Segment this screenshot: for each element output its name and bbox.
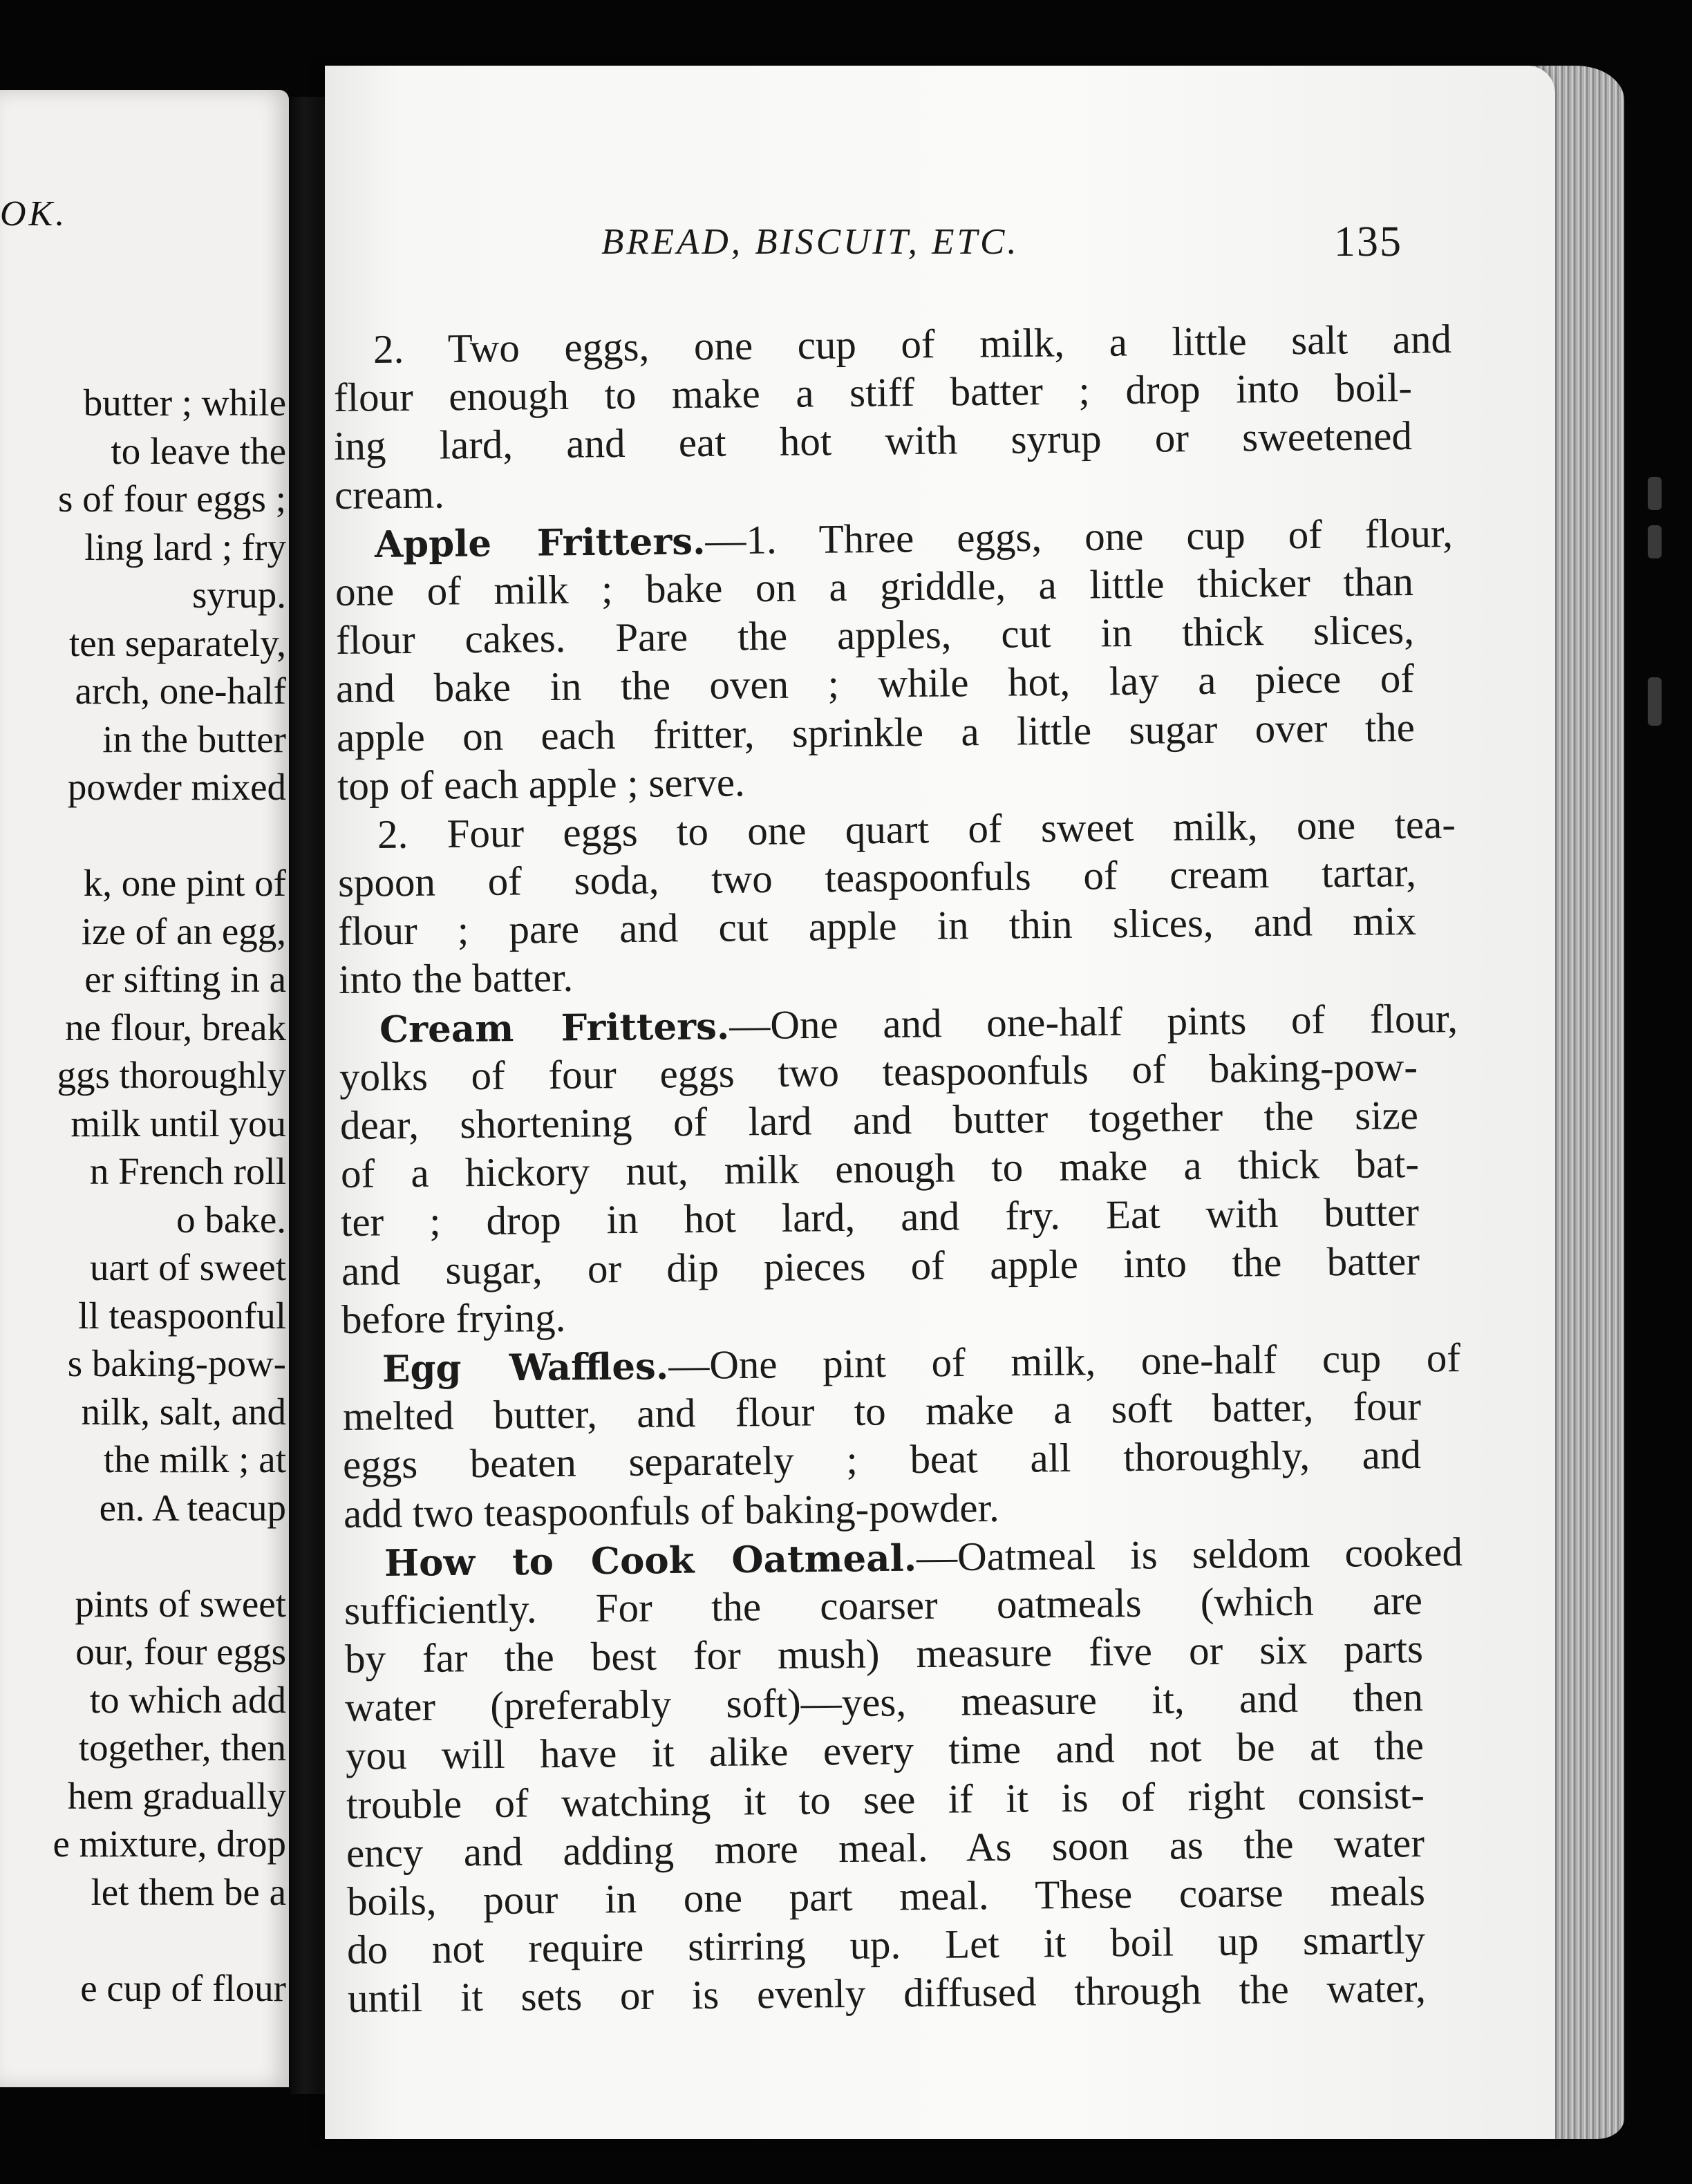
left-page: [0, 90, 289, 2087]
line-text: water (preferably soft)—yes, measure it, and then: [345, 1674, 1424, 1731]
recipe-heading: Apple Fritters.: [375, 520, 706, 566]
line-text: cream.: [334, 471, 445, 518]
left-page-line: [0, 1916, 286, 1964]
recipe-heading: How to Cook Oatmeal.: [384, 1536, 916, 1585]
left-page-line: k, one pint of: [83, 862, 286, 904]
left-page-line: our, four eggs: [75, 1630, 286, 1673]
line-text: melted butter, and flour to make a soft batter, four: [342, 1383, 1421, 1440]
line-text: by far the best for mush) measure five or six parts: [344, 1626, 1423, 1682]
line-text: before frying.: [341, 1294, 567, 1342]
line-text: 2. Two eggs, one cup of milk, a little salt and: [373, 316, 1452, 372]
left-page-line: pints of sweet: [75, 1582, 286, 1625]
line-text: —1. Three eggs, one cup of flour,: [705, 509, 1454, 563]
line-text: apple on each fritter, sprinkle a little sugar over the: [336, 704, 1416, 760]
left-page-line: ne flour, break: [64, 1006, 286, 1048]
line-text: ter ; drop in hot lard, and fry. Eat with butter: [340, 1189, 1420, 1245]
line-text: —Oatmeal is seldom cooked: [916, 1528, 1463, 1580]
running-head: BREAD, BISCUIT, ETC.: [601, 222, 1019, 262]
page-number: 135: [1334, 218, 1402, 265]
line-text: sufficiently. For the coarser oatmeals (which are: [344, 1576, 1423, 1633]
line-text: flour enough to make a stiff batter ; drop into boil-: [333, 364, 1412, 421]
line-text: trouble of watching it to see if it is of right consist-: [346, 1771, 1425, 1827]
left-page-line: hem gradually: [67, 1774, 286, 1817]
left-page-line: uart of sweet: [89, 1246, 286, 1288]
left-page-line: e cup of flour: [80, 1966, 286, 2009]
left-page-line: in the butter: [102, 717, 286, 760]
left-page-line: e mixture, drop: [53, 1823, 286, 1865]
page-tab: [1648, 477, 1662, 510]
left-page-line: arch, one-half: [75, 670, 286, 712]
left-page-line: ize of an egg,: [81, 910, 286, 952]
left-page-line: ten separately,: [68, 621, 286, 664]
line-text: top of each apple ; serve.: [337, 759, 745, 809]
left-page-line: together, then: [78, 1726, 286, 1769]
line-text: —One pint of milk, one-half cup of: [668, 1334, 1461, 1388]
recipe-heading: Egg Waffles.: [382, 1344, 669, 1391]
line-text: do not require stirring up. Let it boil up smartly: [347, 1917, 1426, 1973]
left-page-text: [0, 379, 286, 2012]
line-text: and sugar, or dip pieces of apple into the batter: [341, 1237, 1420, 1294]
line-text: of a hickory nut, milk enough to make a thick bat-: [340, 1140, 1419, 1197]
line-text: one of milk ; bake on a griddle, a little thicker than: [335, 558, 1414, 614]
line-text: 2. Four eggs to one quart of sweet milk, one tea-: [377, 800, 1456, 857]
left-page-line: s of four eggs ;: [58, 478, 286, 520]
left-page-line: butter ; while: [83, 382, 286, 424]
left-page-line: [0, 811, 286, 860]
right-page: [325, 66, 1555, 2139]
left-page-line: [0, 1532, 286, 1580]
text-line: [348, 1964, 1427, 2022]
line-text: yolks of four eggs two teaspoonfuls of baking-pow-: [339, 1043, 1418, 1100]
left-page-line: nilk, salt, and: [81, 1390, 286, 1433]
line-text: boils, pour in one part meal. These coarse meals: [346, 1868, 1426, 1924]
line-text: flour ; pare and cut apple in thin slices, and mix: [338, 898, 1417, 954]
left-page-line: ling lard ; fry: [84, 525, 286, 568]
left-page-line: er sifting in a: [84, 958, 286, 1000]
left-page-line: powder mixed: [67, 766, 286, 808]
left-page-line: en. A teacup: [99, 1486, 286, 1529]
line-text: dear, shortening of lard and butter together the size: [339, 1092, 1419, 1148]
recipe-heading: Cream Fritters.: [379, 1004, 730, 1051]
left-page-line: the milk ; at: [103, 1438, 286, 1480]
line-text: until it sets or is evenly diffused through the water,: [347, 1965, 1427, 2022]
line-text: spoon of soda, two teaspoonfuls of cream tartar,: [337, 849, 1417, 906]
left-page-line: let them be a: [91, 1870, 286, 1913]
left-page-line: n French roll: [89, 1150, 286, 1192]
left-page-line: ggs thoroughly: [57, 1054, 286, 1096]
line-text: —One and one-half pints of flour,: [728, 995, 1458, 1048]
line-text: ing lard, and eat hot with syrup or sweetened: [333, 413, 1413, 469]
left-page-line: to leave the: [111, 429, 286, 472]
left-page-line: milk until you: [70, 1102, 286, 1145]
left-page-header: OK.: [0, 194, 68, 234]
line-text: ency and adding more meal. As soon as the water: [346, 1819, 1425, 1876]
body-text: [325, 316, 1463, 2023]
line-text: add two teaspoonfuls of baking-powder.: [343, 1484, 999, 1536]
line-text: flour cakes. Pare the apples, cut in thick slices,: [335, 607, 1414, 663]
page-tab: [1648, 525, 1662, 558]
line-text: eggs beaten separately ; beat all thoroughly, and: [342, 1431, 1422, 1488]
left-page-line: syrup.: [192, 574, 286, 616]
left-page-line: o bake.: [176, 1198, 286, 1241]
line-text: and bake in the oven ; while hot, lay a piece of: [336, 655, 1415, 712]
left-page-line: s baking-pow-: [67, 1342, 286, 1384]
line-text: you will have it alike every time and not be at the: [345, 1722, 1425, 1779]
left-page-line: to which add: [89, 1678, 286, 1721]
left-page-line: ll teaspoonful: [78, 1294, 286, 1337]
line-text: into the batter.: [338, 954, 574, 1003]
page-tab: [1648, 677, 1662, 726]
